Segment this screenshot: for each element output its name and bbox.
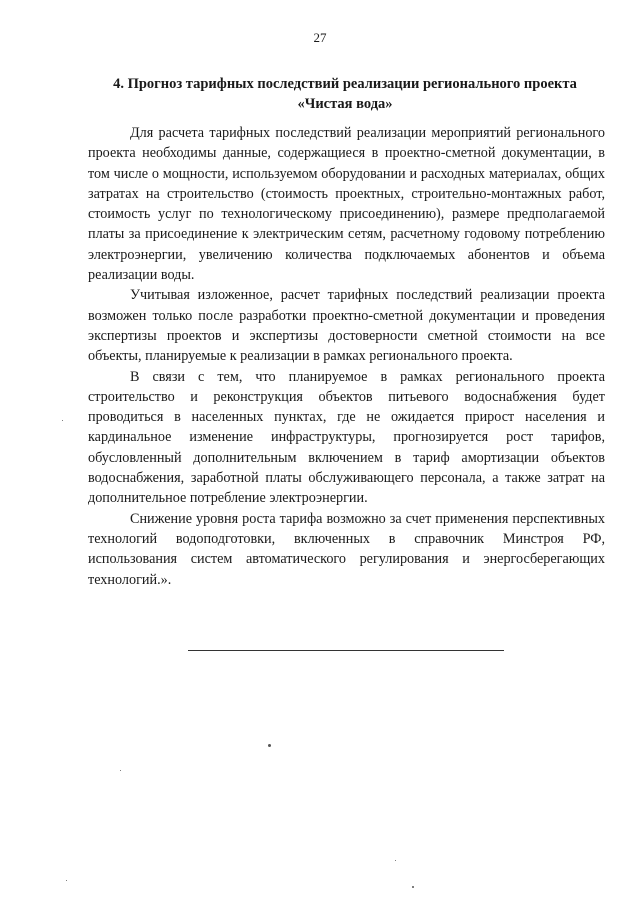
- scan-speck: [395, 860, 396, 861]
- separator-line: [188, 650, 504, 651]
- paragraph-1: Для расчета тарифных последствий реализации мероприятий регионального проекта необходимы данные, содержащиеся в проектно-сметной документации, в том числе о мощности, используемом оборудовании и расходных материалах, общих затратах на строительство (стоимость проектных, строительно-монтажных работ, стоимость услуг по технологическому присоединению), размере предполагаемой платы за присоединение к электрическим сетям, расчетному годовому потреблению электроэнергии, увеличению количества подключаемых абонентов и объема реализации воды.: [88, 125, 605, 284]
- section-heading: [80, 74, 610, 114]
- section-heading-line-1: 4. Прогноз тарифных последствий реализации регионального проекта: [113, 76, 577, 92]
- paragraph-3: В связи с тем, что планируемое в рамках регионального проекта строительство и реконструкция объектов питьевого водоснабжения будет проводиться в населенных пунктах, где не ожидается прирост населения и кардинальное изменение инфраструктуры, прогнозируется рост тарифов, обусловленный дополнительным включением в тариф амортизации объектов водоснабжения, заработной платы обслуживающего персонала, а также затрат на дополнительное потребление электроэнергии.: [88, 368, 605, 507]
- body-text: [88, 123, 605, 590]
- scan-speck: [120, 770, 121, 771]
- paragraph-2: Учитывая изложенное, расчет тарифных последствий реализации проекта возможен только после разработки проектно-сметной документации и проведения экспертизы проектов и экспертизы достоверности сметной стоимости на все объекты, планируемые к реализации в рамках регионального проекта.: [88, 287, 605, 365]
- paragraph-4: Снижение уровня роста тарифа возможно за счет применения перспективных технологий водоподготовки, включенных в справочник Минстроя РФ, использования систем автоматического регулирования и энергосберегающих технологий.».: [88, 510, 605, 588]
- section-heading-line-2: «Чистая вода»: [297, 96, 393, 112]
- scan-speck: [412, 886, 414, 888]
- scan-speck: [66, 880, 67, 881]
- scan-speck: [268, 744, 271, 747]
- page-number: 27: [313, 30, 327, 45]
- scan-speck: [62, 420, 63, 421]
